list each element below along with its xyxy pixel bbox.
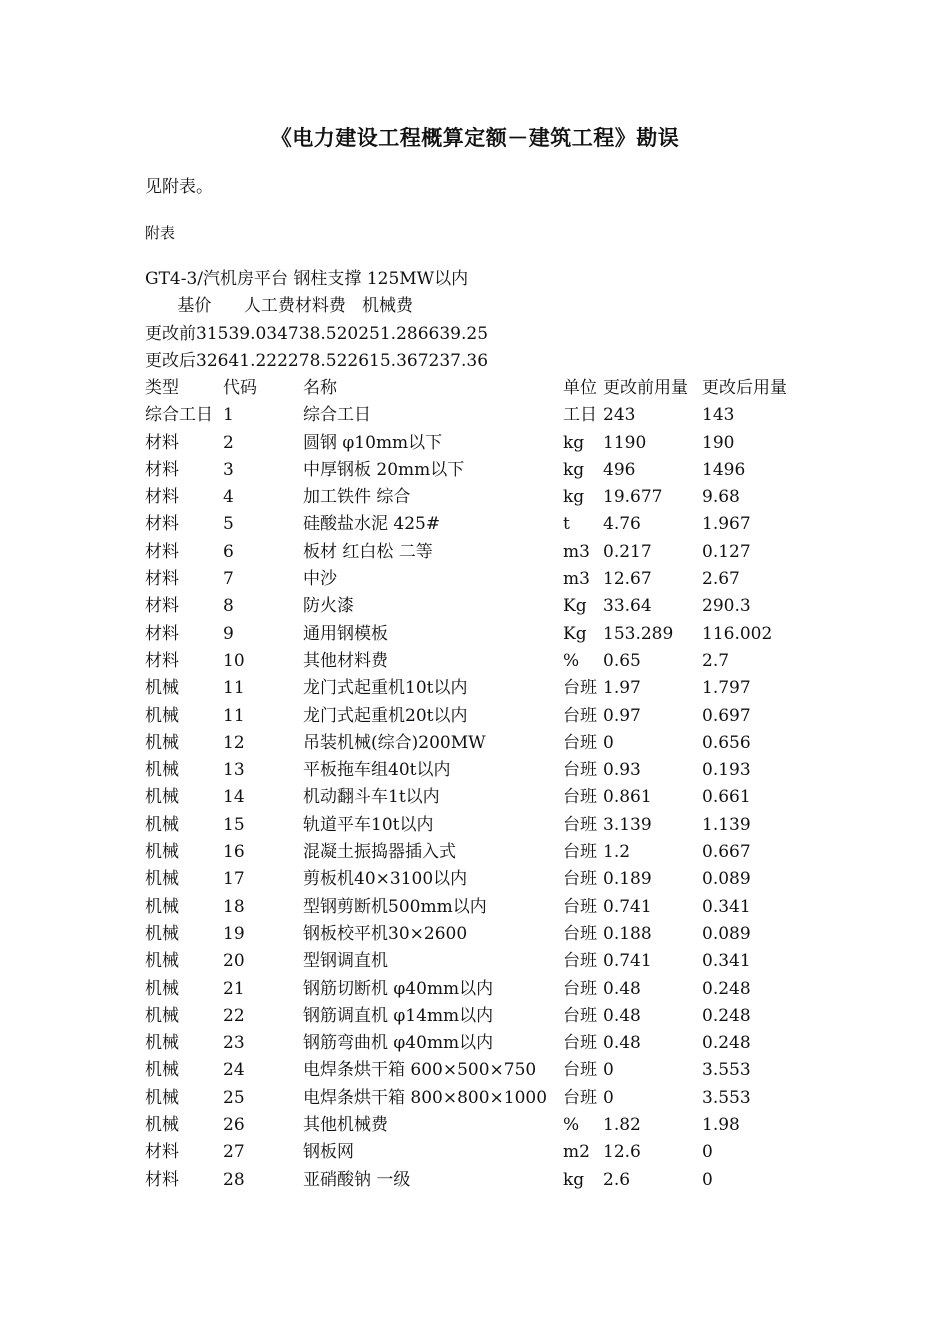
- cell-code: 17: [223, 869, 245, 890]
- cell-name: 防火漆: [303, 596, 354, 617]
- header-name: 名称: [303, 378, 337, 398]
- table-row: [145, 430, 845, 457]
- cell-unit: 台班: [563, 787, 597, 808]
- cell-code: 15: [223, 814, 245, 835]
- cell-type: 机械: [145, 869, 179, 890]
- cell-unit: 台班: [563, 842, 597, 863]
- cell-after: 0.656: [702, 732, 751, 753]
- cell-before: 0.861: [603, 787, 652, 808]
- cell-unit: 台班: [563, 1005, 597, 1026]
- cell-code: 12: [223, 732, 245, 753]
- attachment-label: 附表: [145, 224, 176, 242]
- cell-before: 2.6: [603, 1169, 631, 1190]
- cell-name: 圆钢 φ10mm以下: [303, 432, 443, 453]
- table-row: [145, 1057, 845, 1084]
- cell-name: 电焊条烘干箱 800×800×1000: [303, 1087, 548, 1108]
- table-row: [145, 1139, 845, 1166]
- cell-code: 4: [223, 487, 234, 508]
- table-row: [145, 1085, 845, 1112]
- cell-type: 机械: [145, 1060, 179, 1081]
- cell-type: 材料: [145, 459, 179, 480]
- table-row: [145, 511, 845, 538]
- cell-before: 1.2: [603, 842, 631, 863]
- table-row: [145, 539, 845, 566]
- table-row: [145, 866, 845, 893]
- cell-type: 材料: [145, 1142, 179, 1163]
- cell-name: 其他机械费: [303, 1115, 388, 1136]
- cell-type: 机械: [145, 842, 179, 863]
- cell-after: 0: [702, 1142, 713, 1163]
- before-line: 更改前31539.034738.520251.286639.25: [145, 323, 489, 344]
- cell-code: 14: [223, 787, 245, 808]
- cell-type: 材料: [145, 541, 179, 562]
- table-row: [145, 675, 845, 702]
- cell-after: 2.7: [702, 650, 730, 671]
- table-row: [145, 566, 845, 593]
- cell-unit: 台班: [563, 814, 597, 835]
- table-row: [145, 703, 845, 730]
- cell-after: 1496: [702, 459, 746, 480]
- cell-name: 吊装机械(综合)200MW: [303, 732, 486, 753]
- cell-unit: Kg: [563, 596, 587, 617]
- cell-name: 中厚钢板 20mm以下: [303, 459, 465, 480]
- cell-code: 7: [223, 569, 234, 590]
- header-code: 代码: [223, 378, 257, 398]
- cell-before: 0.97: [603, 705, 641, 726]
- cell-unit: m3: [563, 541, 590, 562]
- cell-before: 0.189: [603, 869, 652, 890]
- cell-type: 综合工日: [145, 405, 213, 426]
- table-row: [145, 648, 845, 675]
- table-row: [145, 976, 845, 1003]
- cell-code: 25: [223, 1087, 245, 1108]
- table-row: [145, 457, 845, 484]
- cell-unit: 工日: [563, 405, 597, 426]
- cell-name: 加工铁件 综合: [303, 487, 411, 508]
- correction-table: [145, 375, 845, 1194]
- cell-before: 0.741: [603, 951, 652, 972]
- cell-code: 21: [223, 978, 245, 999]
- cell-before: 0: [603, 1060, 614, 1081]
- cell-after: 0.667: [702, 842, 751, 863]
- cell-unit: Kg: [563, 623, 587, 644]
- cell-name: 板材 红白松 二等: [303, 541, 433, 562]
- price-header: 基价 人工费材料费 机械费: [145, 296, 414, 317]
- cell-type: 材料: [145, 514, 179, 535]
- cell-name: 型钢调直机: [303, 951, 388, 972]
- cell-after: 1.967: [702, 514, 751, 535]
- cell-type: 机械: [145, 787, 179, 808]
- cell-type: 材料: [145, 623, 179, 644]
- cell-code: 28: [223, 1169, 245, 1190]
- cell-name: 龙门式起重机10t以内: [303, 678, 468, 699]
- cell-code: 11: [223, 678, 245, 699]
- table-row: [145, 812, 845, 839]
- cell-unit: 台班: [563, 760, 597, 781]
- cell-code: 5: [223, 514, 234, 535]
- cell-type: 机械: [145, 678, 179, 699]
- cell-code: 26: [223, 1115, 245, 1136]
- table-header-row: [145, 375, 845, 402]
- cell-name: 混凝土振捣器插入式: [303, 842, 456, 863]
- cell-code: 20: [223, 951, 245, 972]
- cell-unit: m3: [563, 569, 590, 590]
- cell-code: 18: [223, 896, 245, 917]
- cell-name: 电焊条烘干箱 600×500×750: [303, 1060, 537, 1081]
- cell-type: 机械: [145, 896, 179, 917]
- cell-before: 33.64: [603, 596, 652, 617]
- cell-code: 1: [223, 405, 234, 426]
- cell-after: 0.341: [702, 951, 751, 972]
- cell-unit: 台班: [563, 978, 597, 999]
- cell-before: 19.677: [603, 487, 663, 508]
- table-row: [145, 894, 845, 921]
- cell-before: 0: [603, 732, 614, 753]
- cell-after: 0.089: [702, 923, 751, 944]
- cell-name: 型钢剪断机500mm以内: [303, 896, 487, 917]
- cell-unit: 台班: [563, 678, 597, 699]
- cell-before: 0.48: [603, 1005, 641, 1026]
- cell-code: 24: [223, 1060, 245, 1081]
- cell-type: 材料: [145, 432, 179, 453]
- table-row: [145, 1167, 845, 1194]
- cell-code: 13: [223, 760, 245, 781]
- cell-unit: kg: [563, 487, 585, 508]
- cell-after: 0: [702, 1169, 713, 1190]
- price-summary: [145, 266, 488, 375]
- cell-unit: 台班: [563, 1087, 597, 1108]
- cell-type: 机械: [145, 1087, 179, 1108]
- cell-name: 中沙: [303, 569, 337, 590]
- cell-before: 153.289: [603, 623, 674, 644]
- cell-before: 496: [603, 459, 636, 480]
- cell-after: 9.68: [702, 487, 740, 508]
- table-row: [145, 402, 845, 429]
- cell-after: 0.248: [702, 1005, 751, 1026]
- cell-code: 27: [223, 1142, 245, 1163]
- cell-unit: %: [563, 1115, 580, 1136]
- cell-after: 290.3: [702, 596, 751, 617]
- cell-type: 机械: [145, 1115, 179, 1136]
- cell-name: 亚硝酸钠 一级: [303, 1169, 411, 1190]
- cell-after: 0.341: [702, 896, 751, 917]
- cell-type: 材料: [145, 650, 179, 671]
- cell-after: 116.002: [702, 623, 773, 644]
- cell-after: 0.193: [702, 760, 751, 781]
- document-title: 《电力建设工程概算定额－建筑工程》勘误: [270, 125, 680, 150]
- cell-code: 2: [223, 432, 234, 453]
- cell-unit: kg: [563, 1169, 585, 1190]
- table-row: [145, 921, 845, 948]
- item-line: GT4-3/汽机房平台 钢柱支撑 125MW以内: [145, 269, 469, 289]
- cell-before: 0.217: [603, 541, 652, 562]
- table-row: [145, 621, 845, 648]
- cell-after: 1.139: [702, 814, 751, 835]
- cell-before: 1.97: [603, 678, 641, 699]
- cell-code: 23: [223, 1033, 245, 1054]
- cell-before: 1.82: [603, 1115, 641, 1136]
- header-unit: 单位: [563, 378, 597, 398]
- table-row: [145, 784, 845, 811]
- cell-after: 3.553: [702, 1087, 751, 1108]
- cell-type: 机械: [145, 732, 179, 753]
- cell-after: 0.248: [702, 1033, 751, 1054]
- cell-type: 机械: [145, 814, 179, 835]
- cell-name: 平板拖车组40t以内: [303, 760, 451, 781]
- intro-text: 见附表。: [145, 177, 213, 197]
- table-row: [145, 1112, 845, 1139]
- cell-unit: 台班: [563, 869, 597, 890]
- cell-type: 机械: [145, 1033, 179, 1054]
- cell-before: 0.188: [603, 923, 652, 944]
- cell-type: 材料: [145, 596, 179, 617]
- cell-after: 1.98: [702, 1115, 740, 1136]
- cell-unit: 台班: [563, 1060, 597, 1081]
- cell-unit: kg: [563, 432, 585, 453]
- after-line: 更改后32641.222278.522615.367237.36: [145, 350, 489, 371]
- cell-after: 0.127: [702, 541, 751, 562]
- cell-unit: 台班: [563, 923, 597, 944]
- cell-unit: %: [563, 650, 580, 671]
- header-after: 更改后用量: [702, 378, 787, 398]
- cell-type: 材料: [145, 487, 179, 508]
- cell-type: 机械: [145, 923, 179, 944]
- cell-before: 0: [603, 1087, 614, 1108]
- cell-before: 0.741: [603, 896, 652, 917]
- cell-after: 0.089: [702, 869, 751, 890]
- cell-before: 12.6: [603, 1142, 641, 1163]
- cell-after: 0.248: [702, 978, 751, 999]
- table-row: [145, 757, 845, 784]
- cell-unit: t: [563, 514, 570, 535]
- cell-after: 2.67: [702, 569, 740, 590]
- cell-before: 0.93: [603, 760, 641, 781]
- cell-code: 3: [223, 459, 234, 480]
- cell-after: 3.553: [702, 1060, 751, 1081]
- cell-code: 16: [223, 842, 245, 863]
- cell-before: 0.48: [603, 978, 641, 999]
- cell-after: 143: [702, 405, 735, 426]
- cell-unit: kg: [563, 459, 585, 480]
- cell-before: 4.76: [603, 514, 641, 535]
- cell-type: 材料: [145, 1169, 179, 1190]
- cell-before: 1190: [603, 432, 647, 453]
- cell-type: 材料: [145, 569, 179, 590]
- table-row: [145, 484, 845, 511]
- cell-unit: 台班: [563, 732, 597, 753]
- cell-after: 0.697: [702, 705, 751, 726]
- cell-code: 19: [223, 923, 245, 944]
- cell-unit: 台班: [563, 1033, 597, 1054]
- cell-name: 钢板校平机30×2600: [303, 923, 468, 944]
- cell-code: 9: [223, 623, 234, 644]
- cell-before: 0.48: [603, 1033, 641, 1054]
- cell-before: 0.65: [603, 650, 641, 671]
- table-row: [145, 948, 845, 975]
- cell-before: 3.139: [603, 814, 652, 835]
- cell-name: 其他材料费: [303, 650, 388, 671]
- cell-type: 机械: [145, 760, 179, 781]
- cell-name: 通用钢模板: [303, 623, 388, 644]
- cell-after: 0.661: [702, 787, 751, 808]
- cell-name: 机动翻斗车1t以内: [303, 787, 440, 808]
- cell-before: 243: [603, 405, 636, 426]
- cell-code: 10: [223, 650, 245, 671]
- cell-unit: 台班: [563, 705, 597, 726]
- header-type: 类型: [145, 378, 179, 398]
- header-before: 更改前用量: [603, 378, 688, 398]
- table-row: [145, 730, 845, 757]
- cell-name: 钢筋切断机 φ40mm以内: [303, 978, 494, 999]
- table-row: [145, 1003, 845, 1030]
- cell-type: 机械: [145, 705, 179, 726]
- cell-unit: 台班: [563, 896, 597, 917]
- cell-name: 龙门式起重机20t以内: [303, 705, 468, 726]
- cell-name: 综合工日: [303, 405, 371, 426]
- table-row: [145, 839, 845, 866]
- cell-name: 钢筋弯曲机 φ40mm以内: [303, 1033, 494, 1054]
- cell-unit: 台班: [563, 951, 597, 972]
- cell-after: 190: [702, 432, 735, 453]
- cell-before: 12.67: [603, 569, 652, 590]
- cell-code: 22: [223, 1005, 245, 1026]
- cell-name: 硅酸盐水泥 425#: [303, 514, 441, 535]
- cell-type: 机械: [145, 951, 179, 972]
- cell-code: 8: [223, 596, 234, 617]
- cell-type: 机械: [145, 1005, 179, 1026]
- cell-code: 6: [223, 541, 234, 562]
- cell-name: 钢筋调直机 φ14mm以内: [303, 1005, 494, 1026]
- cell-name: 钢板网: [303, 1142, 354, 1163]
- table-row: [145, 1030, 845, 1057]
- cell-after: 1.797: [702, 678, 751, 699]
- cell-name: 轨道平车10t以内: [303, 814, 434, 835]
- table-row: [145, 593, 845, 620]
- cell-type: 机械: [145, 978, 179, 999]
- cell-unit: m2: [563, 1142, 590, 1163]
- cell-code: 11: [223, 705, 245, 726]
- cell-name: 剪板机40×3100以内: [303, 869, 468, 890]
